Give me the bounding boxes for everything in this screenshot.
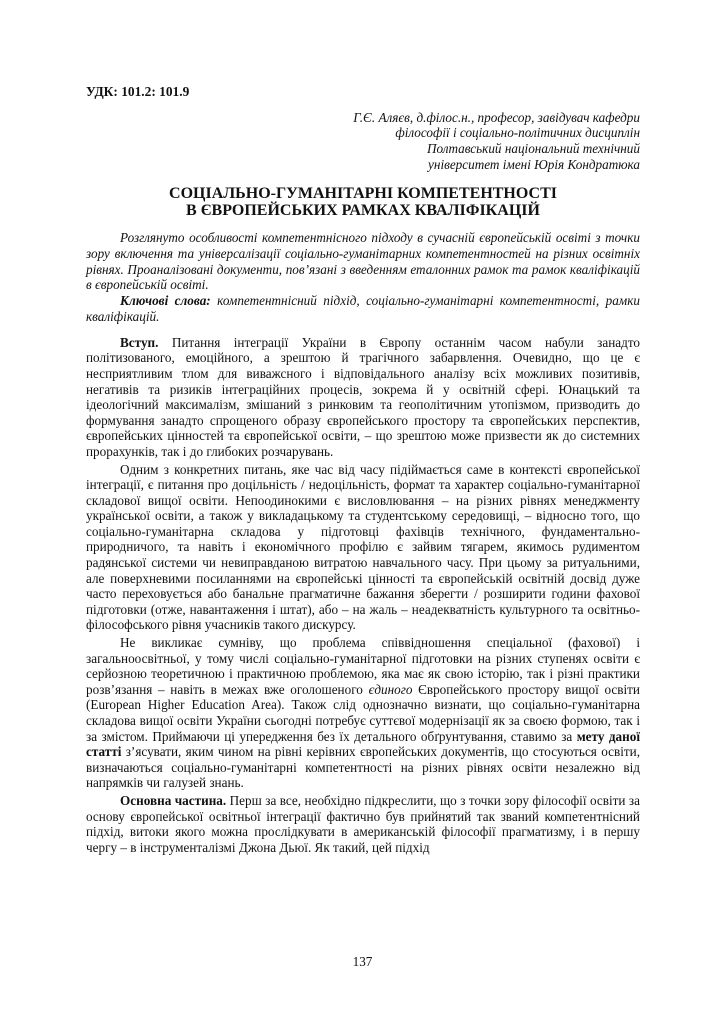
paragraph-text: Європейського простору вищої освіти (European Higher Education Area). Також слід однозначно визнати, що соціально-гуманітарна складова вищої освіти України сьогодні потребує суттєвої модернізації як за своєю формою, так і за змістом. Приймаючи ці упередження без їх детального обґрунтування, ставимо за <box>86 681 640 744</box>
paragraph-text: з’ясувати, яким чином на рівні керівних європейських документів, що стосуються освіти, визначаються соціально-гуманітарні компетентності на різних рівнях освіти незалежно від напрямків чи галузей знань. <box>86 744 640 791</box>
udk-code: УДК: 101.2: 101.9 <box>86 84 190 99</box>
author-line: філософії і соціально-політичних дисциплін <box>395 125 640 141</box>
paragraph-text: Перш за все, необхідно підкреслити, що з точки зору філософії освіти за основу європейської освітньої інтеграції фактично був прийнятий так званий компетентнісний підхід, витоки якого можна прослідкувати в американській філософії прагматизму, і в першу чергу – в інструменталізмі Джона Дьюї. Як такий, цей підхід <box>86 792 640 855</box>
paragraph-introduction <box>86 335 640 460</box>
paragraph <box>86 462 640 634</box>
page-number: 137 <box>352 954 373 969</box>
author-line: Г.Є. Аляєв, д.філос.н., професор, завідувач кафедри <box>353 109 640 125</box>
section-lead-main: Основна частина. <box>120 792 227 808</box>
emphasis: єдиного <box>368 681 413 697</box>
section-lead-intro: Вступ. <box>120 334 159 350</box>
paragraph-main-part <box>86 793 640 855</box>
paragraph-text: Не викликає сумніву, що проблема співвідношення спеціальної (фахової) і загальноосвітньої, у тому числі соціально-гуманітарної підготовки на різних ступенях освіти є серйозною теоретичною і практичною проблемою, яка має як свою історію, так і різні практики розв’язання – навіть в межах вже оголошеного <box>86 635 640 697</box>
abstract: Розглянуто особливості компетентнісного підходу в сучасній європейській освіті з точки зору включення та універсалізації соціально-гуманітарних компетентностей на різних освітніх рівнях. Проаналізовані документи, пов’язані з введенням еталонних рамок та рамок кваліфікацій в європейській освіті. <box>86 229 640 293</box>
author-block <box>86 110 640 173</box>
article-page <box>86 84 640 857</box>
paragraph-text: Одним з конкретних питань, яке час від часу підіймається саме в контексті європейської інтеграції, є питання про доцільність / недоцільність, формат та характер соціально-гуманітарної складової вищої освіти. Непоодинокими є висловлювання – на різних рівнях менеджменту української освіти, а також у викладацькому та студентському середовищі, – відносно того, що соціально-гуманітарна складова у підготовці фахівців технічного, фундаментально-природничого, та навіть і економічного профілю є зайвим тягарем, якимось рудиментом радянської системи чи невиправданою витратою навчального часу. При цьому за ритуальними, але поверхневими посиланнями на європейські цінності та європейській освітній досвід дуже часто переховується або банальне прагматичне бажання зберегти / розширити години фахової підготовки (отже, навантаження і штат), або – на жаль – неадекватність культурного та освітньо-філософського рівня учасників такого дискурсу. <box>86 461 640 633</box>
keywords-text: компетентнісний підхід, соціально-гуманітарні компетентності, рамки кваліфікацій. <box>86 293 640 324</box>
author-line: університет імені Юрія Кондратюка <box>428 156 640 172</box>
article-goal: мету даної статті <box>86 728 640 760</box>
paragraph <box>86 635 640 791</box>
author-line: Полтавський національний технічний <box>426 141 640 157</box>
keywords-label: Ключові слова: <box>120 293 211 309</box>
title-line: СОЦІАЛЬНО-ГУМАНІТАРНІ КОМПЕТЕНТНОСТІ <box>169 184 557 202</box>
article-title <box>86 185 640 220</box>
keywords <box>86 293 640 325</box>
paragraph-text: Питання інтеграції України в Європу останнім часом набули занадто політизованого, емоційного, а зрештою й трагічного забарвлення. Очевидно, що це є несприятливим тлом для виважсного і відповідального аналізу всіх можливих позитивів, негативів та ризиків інтеграційних процесів, зокрема й у освітній сфері. Юнацький та ідеологічний максималізм, змішаний з ринковим та геополітичним утопізмом, призводить до формування занадто спрощеного образу європейського простору та європейських перспектив, європейських цінностей та європейської освіти, – що зрештою може призвести як до системних прорахунків, так і до глибоких розчарувань. <box>86 334 640 459</box>
title-line: В ЄВРОПЕЙСЬКИХ РАМКАХ КВАЛІФІКАЦІЙ <box>186 202 540 220</box>
